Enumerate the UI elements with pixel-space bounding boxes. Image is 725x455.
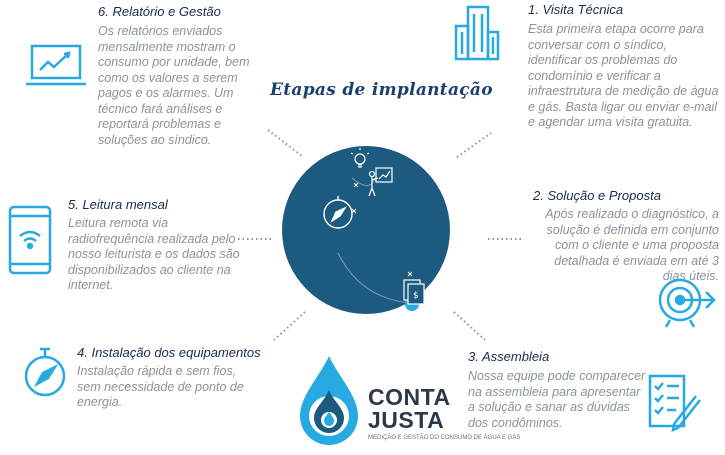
logo-line-2: JUSTA <box>368 407 445 433</box>
step-1-text: Esta primeira etapa ocorre para conversar com o síndico, identificar os problemas do condomínio e verificar a infraestrutura de medição de água e gás. Basta ligar ou enviar e-mail e agendar uma visita gratuita. <box>528 22 719 129</box>
svg-text:$: $ <box>413 291 419 301</box>
step-3-text: Nossa equipe pode comparecer na assembleia para apresentar a solução e sanar as dúvidas dos condôminos. <box>468 369 646 430</box>
step-4-title: 4. Instalação dos equipamentos <box>77 345 261 360</box>
logo-tagline: MEDIÇÃO E GESTÃO DO CONSUMO DE ÁGUA E GÁS <box>368 435 521 441</box>
connector-step3 <box>452 310 488 342</box>
logo-line-1: CONTA <box>368 384 451 410</box>
step-1-title: 1. Visita Técnica <box>528 2 624 17</box>
connector-step5 <box>236 236 276 242</box>
connector-step1 <box>455 130 495 160</box>
water-drop-logo-icon <box>296 354 362 450</box>
step-5-title: 5. Leitura mensal <box>68 197 168 212</box>
step-2-text: Após realizado o diagnóstico, a solução é definida em conjunto com o cliente e uma proposta detalhada é enviada em até 3 dias úteis. <box>545 207 719 283</box>
checklist-icon <box>646 372 702 434</box>
center-circle <box>280 138 452 322</box>
connector-step2 <box>486 236 526 242</box>
step-4-text: Instalação rápida e sem fios, sem necessidade de ponto de energia. <box>77 364 244 409</box>
step-3-title: 3. Assembleia <box>468 349 550 364</box>
building-icon <box>452 4 502 62</box>
step-2-title: 2. Solução e Proposta <box>533 188 661 203</box>
step-5-text: Leitura remota via radiofrequência realizada pelo nosso leiturista e os dados são disponibilizados ao cliente na internet. <box>68 216 240 292</box>
compass-icon <box>22 346 68 398</box>
connector-step6 <box>266 128 306 160</box>
step-6-title: 6. Relatório e Gestão <box>98 4 221 19</box>
smartphone-icon <box>6 204 54 276</box>
diagram-title: Etapas de implantação <box>270 80 493 100</box>
connector-step4 <box>272 310 308 342</box>
target-icon <box>654 276 720 328</box>
laptop-chart-icon <box>24 42 88 90</box>
step-6-text: Os relatórios enviados mensalmente mostram o consumo por unidade, bem como os valores a serem pagos e os alarmes. Um técnico fará análises e reportará problemas e soluções ao síndico. <box>98 24 250 147</box>
